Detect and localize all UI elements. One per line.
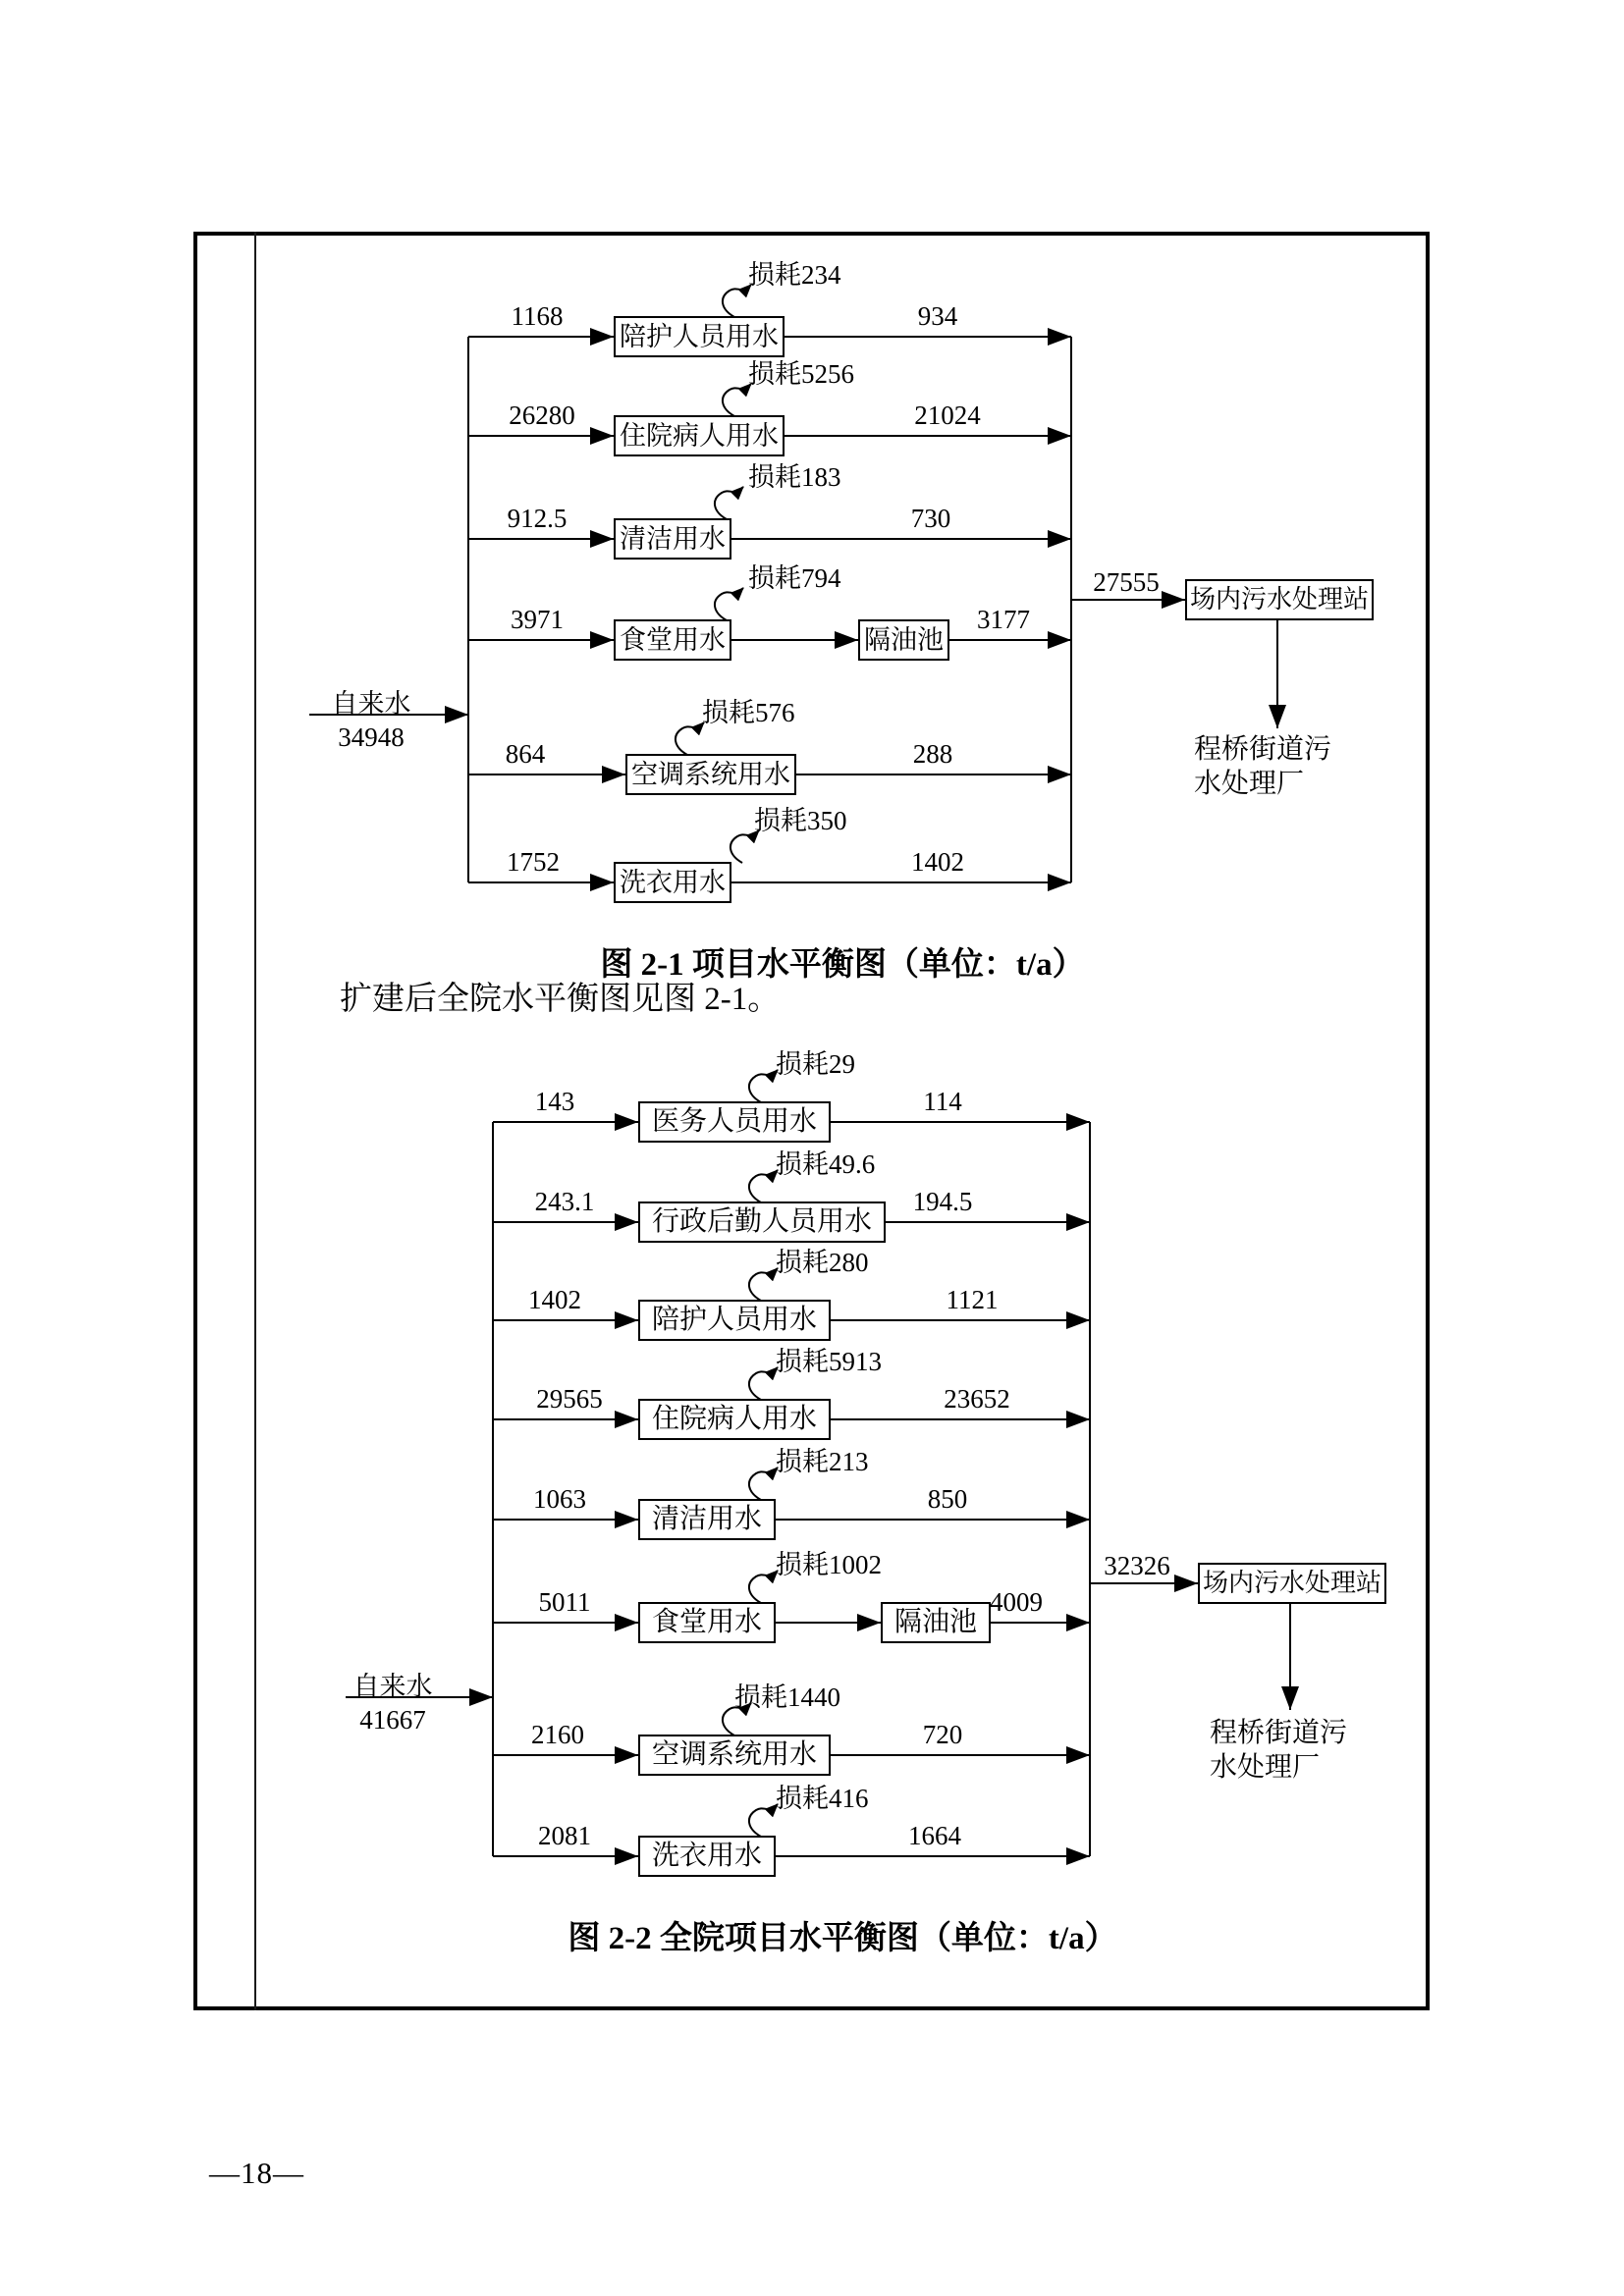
page-number: —18—	[209, 2156, 304, 2190]
fig2-row-loss: 损耗5913	[776, 1347, 882, 1376]
fig1-row-input: 26280	[509, 400, 575, 430]
fig1-row-box: 住院病人用水	[614, 415, 785, 456]
fig2-row-output: 114	[923, 1087, 962, 1116]
fig2-row-box: 清洁用水	[638, 1499, 776, 1540]
fig2-sewage-station-box: 场内污水处理站	[1198, 1563, 1386, 1604]
fig1-row-loss: 损耗576	[702, 698, 795, 727]
fig1-row-input: 1752	[507, 847, 560, 877]
fig2-destination-line1: 程桥街道污	[1210, 1718, 1348, 1748]
fig2-row-output: 1664	[908, 1821, 961, 1850]
fig2-row-input: 29565	[536, 1384, 603, 1414]
fig2-row-input: 243.1	[534, 1187, 595, 1216]
fig1-row-loss: 损耗183	[748, 462, 841, 492]
fig1-source-value: 34948	[338, 722, 405, 752]
fig2-row-input: 1402	[528, 1285, 581, 1314]
fig1-grease-trap-box: 隔油池	[858, 619, 949, 661]
fig1-destination-line1: 程桥街道污	[1194, 734, 1332, 765]
fig2-row-loss: 损耗49.6	[776, 1149, 876, 1179]
fig1-row-loss: 损耗794	[748, 563, 841, 593]
fig1-source-label: 自来水	[331, 689, 411, 719]
fig1-row-loss: 损耗234	[748, 260, 841, 290]
fig1-row-input: 864	[505, 739, 546, 769]
fig2-row-box: 住院病人用水	[638, 1399, 831, 1440]
fig2-row-loss: 损耗416	[776, 1784, 869, 1813]
fig1-row-box: 食堂用水	[614, 619, 731, 661]
fig1-row-input: 1168	[511, 301, 564, 331]
fig2-row-output: 4009	[990, 1587, 1043, 1617]
fig1-row-box: 空调系统用水	[625, 754, 796, 795]
fig2-row-output: 194.5	[912, 1187, 973, 1216]
fig2-row-output: 1121	[946, 1285, 999, 1314]
fig2-final-destination	[1210, 1716, 1347, 1785]
fig2-row-output: 720	[922, 1720, 963, 1749]
fig2-row-output: 23652	[944, 1384, 1010, 1414]
fig1-total-output: 27555	[1093, 567, 1160, 597]
fig1-row-output: 21024	[914, 400, 981, 430]
fig2-row-input: 2081	[538, 1821, 591, 1850]
fig2-row-input: 2160	[531, 1720, 584, 1749]
fig2-row-input: 1063	[533, 1484, 586, 1514]
fig1-row-loss: 损耗350	[754, 806, 847, 835]
fig1-row-output: 934	[917, 301, 958, 331]
fig2-source-label: 自来水	[352, 1672, 433, 1701]
fig2-row-loss: 损耗280	[776, 1248, 869, 1277]
fig2-row-output: 850	[927, 1484, 968, 1514]
fig2-row-box: 医务人员用水	[638, 1101, 831, 1143]
fig2-row-loss: 损耗29	[776, 1049, 855, 1079]
fig1-row-loss: 损耗5256	[748, 359, 854, 389]
fig1-row-input: 3971	[511, 605, 564, 634]
fig2-row-input: 5011	[538, 1587, 591, 1617]
fig2-row-loss: 损耗1440	[734, 1682, 840, 1712]
fig1-sewage-station-box: 场内污水处理站	[1185, 579, 1374, 620]
fig1-row-output: 730	[910, 504, 951, 533]
fig2-total-output: 32326	[1104, 1551, 1170, 1580]
fig2-row-box: 洗衣用水	[638, 1836, 776, 1877]
fig2-grease-trap-box: 隔油池	[881, 1602, 991, 1643]
fig1-row-output: 3177	[977, 605, 1030, 634]
fig2-row-loss: 损耗1002	[776, 1550, 882, 1579]
fig2-row-box: 食堂用水	[638, 1602, 776, 1643]
fig2-row-box: 空调系统用水	[638, 1735, 831, 1776]
fig2-destination-line2: 水处理厂	[1210, 1752, 1321, 1783]
fig2-caption: 图 2-2 全院项目水平衡图（单位：t/a）	[568, 1921, 1117, 1956]
fig1-row-box: 洗衣用水	[614, 862, 731, 903]
fig1-row-input: 912.5	[507, 504, 568, 533]
body-text: 扩建后全院水平衡图见图 2-1。	[340, 982, 781, 1017]
fig2-row-box: 陪护人员用水	[638, 1300, 831, 1341]
fig1-caption: 图 2-1 项目水平衡图（单位：t/a）	[600, 947, 1085, 983]
fig2-row-box: 行政后勤人员用水	[638, 1201, 886, 1243]
fig1-destination-line2: 水处理厂	[1194, 769, 1305, 799]
fig2-row-loss: 损耗213	[776, 1447, 869, 1476]
fig2-row-input: 143	[534, 1087, 575, 1116]
fig1-row-box: 清洁用水	[614, 518, 731, 560]
fig1-row-output: 1402	[911, 847, 964, 877]
fig1-final-destination	[1194, 732, 1331, 801]
fig2-source-value: 41667	[359, 1705, 426, 1735]
fig1-row-output: 288	[912, 739, 953, 769]
fig1-row-box: 陪护人员用水	[614, 316, 785, 357]
